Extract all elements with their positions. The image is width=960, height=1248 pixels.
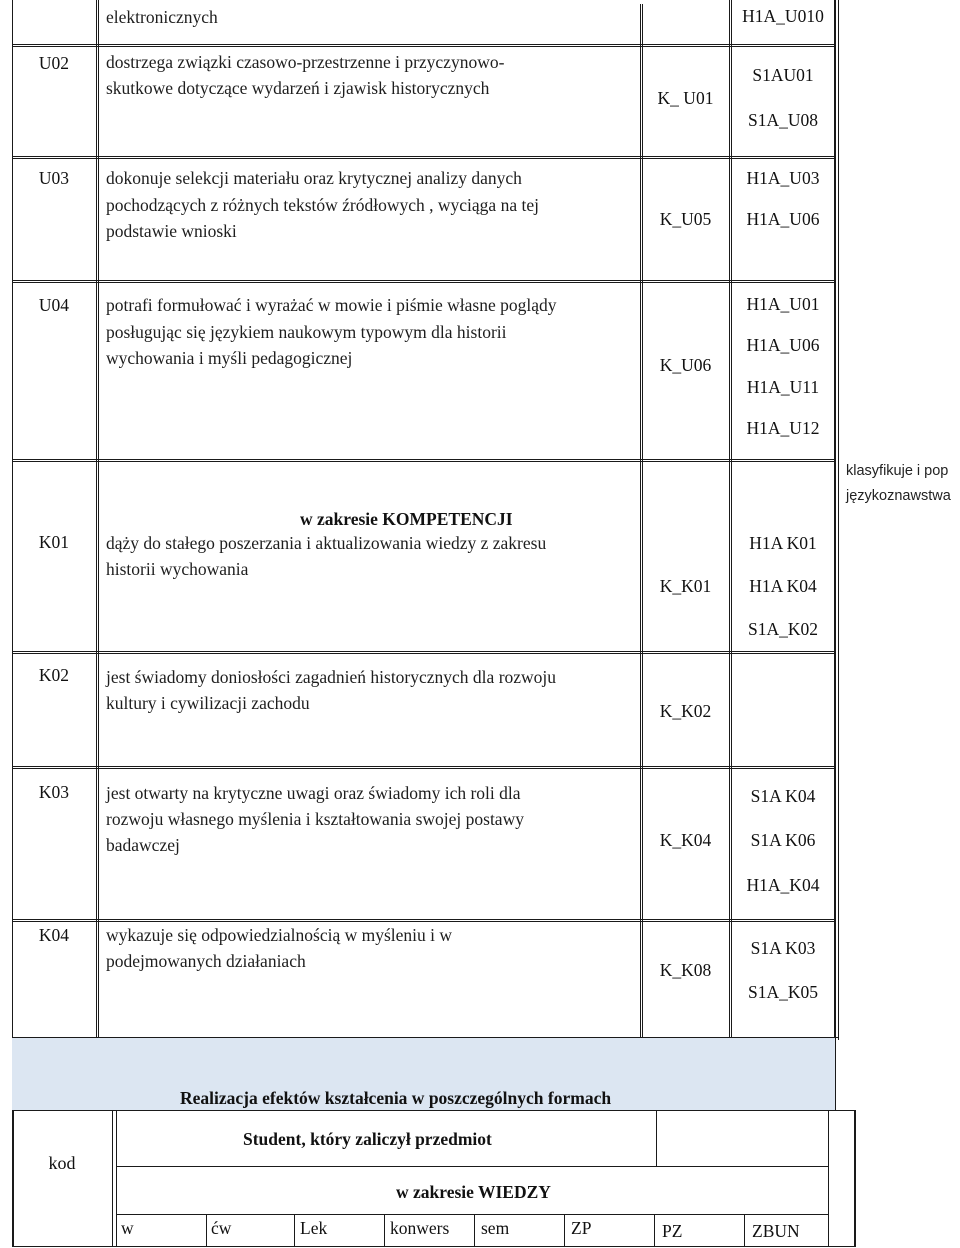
- row-description-line: rozwoju własnego myślenia i kształtowania swojej postawy: [106, 809, 524, 829]
- obszarowe-code: H1A_U12: [746, 418, 820, 438]
- row-description: elektronicznych: [106, 7, 218, 27]
- form-sem: sem: [481, 1218, 510, 1238]
- row-description-line: wykazuje się odpowiedzialnością w myśleniu i w: [106, 925, 453, 945]
- obszarowe-code: H1A_U06: [746, 209, 820, 229]
- side-note-line: klasyfikuje i pop: [846, 463, 949, 479]
- form-pz: PZ: [662, 1221, 683, 1241]
- row-description-line: badawczej: [106, 835, 180, 855]
- kierunkowy-code: K_K02: [659, 701, 712, 721]
- obszarowe-code: H1A K01: [749, 533, 817, 553]
- section-title: Realizacja efektów kształcenia w poszczególnych formach: [180, 1088, 612, 1108]
- form-cw: ćw: [211, 1218, 232, 1238]
- row-code: K03: [38, 782, 70, 802]
- row-description-line: wychowania i myśli pedagogicznej: [106, 348, 353, 368]
- obszarowe-code: H1A_U03: [746, 168, 820, 188]
- form-zp: ZP: [571, 1218, 592, 1238]
- row-description-line: jest otwarty na krytyczne uwagi oraz świadomy ich roli dla: [106, 783, 521, 803]
- row-description-line: potrafi formułować i wyrażać w mowie i piśmie własne poglądy: [106, 295, 557, 315]
- form-w: w: [121, 1218, 134, 1238]
- obszarowe-code: S1A K03: [750, 938, 816, 958]
- section-heading-kompetencje: w zakresie KOMPETENCJI: [300, 509, 513, 529]
- kierunkowy-code: K_K08: [659, 960, 712, 980]
- kierunkowy-code: K_K01: [659, 576, 712, 596]
- obszarowe-code: S1A K06: [750, 830, 816, 850]
- obszarowe-code: S1A_K02: [747, 619, 818, 639]
- wiedza-header: w zakresie WIEDZY: [396, 1182, 551, 1202]
- row-code: U04: [38, 295, 70, 315]
- row-description-line: skutkowe dotyczące wydarzeń i zjawisk historycznych: [106, 78, 490, 98]
- obszarowe-code: S1A_K05: [747, 982, 818, 1002]
- row-description-line: podejmowanych działaniach: [106, 951, 306, 971]
- row-description-line: kultury i cywilizacji zachodu: [106, 693, 310, 713]
- form-zbun: ZBUN: [752, 1221, 800, 1241]
- kod-header: kod: [48, 1153, 76, 1173]
- obszarowe-code: S1A K04: [750, 786, 816, 806]
- obszarowe-code: S1AU01: [752, 65, 814, 85]
- obszarowe-code: H1A K04: [749, 576, 817, 596]
- row-description-line: pochodzących z różnych tekstów źródłowych , wyciąga na tej: [106, 195, 539, 215]
- row-description-line: dostrzega związki czasowo-przestrzenne i przyczynowo-: [106, 52, 505, 72]
- row-code: U03: [38, 168, 70, 188]
- obszarowe-code: H1A_K04: [746, 875, 820, 895]
- row-description-line: historii wychowania: [106, 559, 249, 579]
- kierunkowy-code: K_U05: [659, 209, 712, 229]
- obszarowe-code: S1A_U08: [747, 110, 818, 130]
- obszarowe-code: H1A_U11: [746, 377, 820, 397]
- row-description-line: dokonuje selekcji materiału oraz krytycznej analizy danych: [106, 168, 522, 188]
- form-lek: Lek: [300, 1218, 328, 1238]
- student-header: Student, który zaliczył przedmiot: [243, 1129, 492, 1149]
- row-description-line: dąży do stałego poszerzania i aktualizowania wiedzy z zakresu: [106, 533, 547, 553]
- row-description-line: podstawie wnioski: [106, 221, 237, 241]
- kierunkowy-code: K_ U01: [657, 88, 714, 108]
- row-code: U02: [38, 53, 70, 73]
- form-konwers: konwers: [390, 1218, 450, 1238]
- kierunkowy-code: K_K04: [659, 830, 712, 850]
- kierunkowy-code: K_U06: [659, 355, 712, 375]
- row-code: K01: [38, 532, 70, 552]
- row-code: K02: [38, 665, 70, 685]
- row-code: K04: [38, 925, 70, 945]
- obszarowe-code: H1A_U06: [746, 335, 820, 355]
- obszarowe-code: H1A_U010: [742, 6, 824, 26]
- side-note-line: językoznawstwa: [846, 488, 951, 504]
- row-description-line: jest świadomy doniosłości zagadnień historycznych dla rozwoju: [106, 667, 557, 687]
- obszarowe-code: H1A_U01: [746, 294, 820, 314]
- row-description-line: posługując się językiem naukowym typowym dla historii: [106, 322, 507, 342]
